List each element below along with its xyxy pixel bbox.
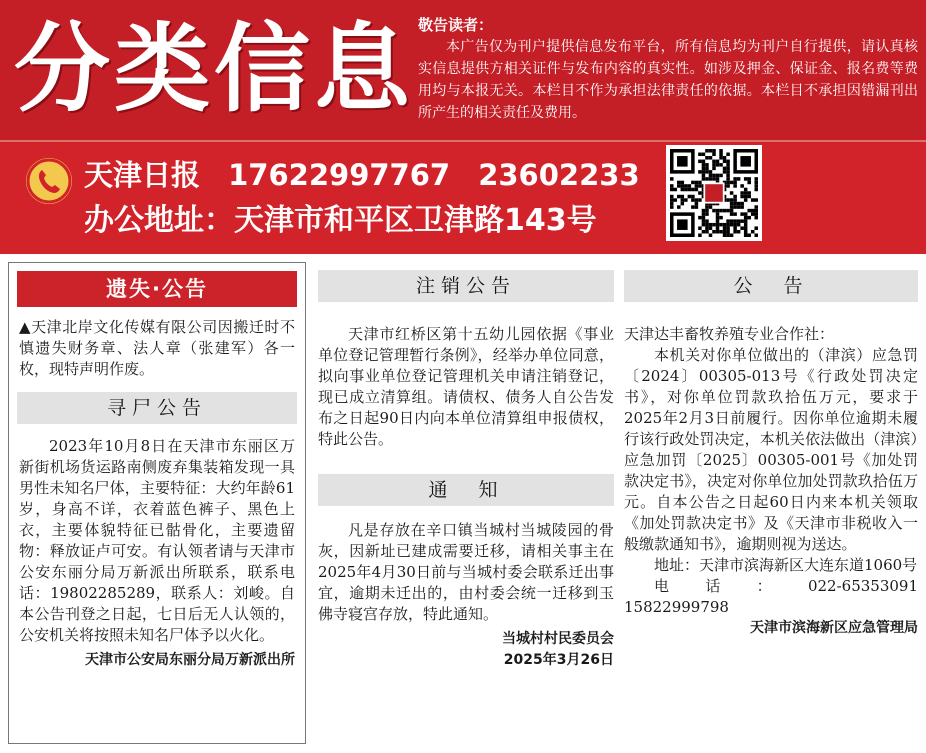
- penalty-notice-signer: 天津市滨海新区应急管理局: [750, 620, 918, 636]
- relocation-notice-body: 凡是存放在辛口镇当城村当城陵园的骨灰，因新址已建成需要迁移，请相关事主在2025年4月30日前与当城村委会联系迁出事宜，逾期未迁出的，由村委会统一迁移到玉佛寺寝宫存放，特此通知。: [318, 521, 614, 623]
- deregistration-body: 天津市红桥区第十五幼儿园依据《事业单位登记管理暂行条例》，经举办单位同意，拟向事业单位登记管理机关申请注销登记，现已成立清算组。请债权、债务人自公告发布之日起90日内向本单位清算组申报债权，特此公告。: [318, 325, 614, 448]
- penalty-notice-header: 公 告: [624, 270, 918, 302]
- phone-number-2: 23602233: [478, 158, 640, 192]
- paper-name: 天津日报: [84, 158, 201, 192]
- contact-line: [84, 155, 658, 195]
- reader-notice-title: 敬告读者：: [418, 16, 494, 34]
- phone-number-1: 17622997767: [228, 158, 451, 192]
- classified-banner: [0, 0, 926, 254]
- relocation-notice-signer: 当城村村民委员会: [502, 631, 614, 647]
- column-left: [8, 262, 306, 744]
- banner-divider: [0, 140, 926, 142]
- lost-notice-header: 遗失·公告: [17, 271, 297, 307]
- relocation-notice-header: 通 知: [318, 474, 614, 506]
- body-search-body: 2023年10月8日在天津市东丽区万新街机场货运路南侧废弃集装箱发现一具男性未知名尸体，主要特征：大约年龄61岁，身高不详，衣着蓝色裤子、黑色上衣，主要体貌特征已骷骨化，主要遗留物：释放证卢可安。有认领者请与天津市公安东丽分局万新派出所联系，联系电话：19802285289，联系人：刘峻。自本公告刊登之日起，七日后无人认领的，公安机关将按照未知名尸体予以火化。: [19, 437, 295, 644]
- lost-notice-body: ▲天津北岸文化传媒有限公司因搬迁时不慎遗失财务章、法人章（张建军）各一枚，现特声明作废。: [19, 318, 295, 378]
- reader-notice: [418, 14, 918, 124]
- body-search-signature: 天津市公安局东丽分局万新派出所: [85, 652, 295, 668]
- penalty-notice-address: 地址：天津市滨海新区大连东道1060号: [654, 556, 918, 574]
- reader-notice-body: 本广告仅为刊户提供信息发布平台，所有信息均为刊户自行提供，请认真核实信息提供方相关证件与发布内容的真实性。如涉及押金、保证金、报名费等费用均与本报无关。本栏目不作为承担法律责任的依据。本栏目不承担因错漏刊出所产生的相关责任及费用。: [418, 39, 918, 121]
- deregistration-header: 注销公告: [318, 270, 614, 302]
- penalty-notice-addressee: 天津达丰畜牧养殖专业合作社：: [624, 325, 835, 343]
- column-middle: [318, 262, 614, 671]
- office-address: 办公地址：天津市和平区卫津路143号: [84, 203, 597, 238]
- qr-code-icon: [666, 145, 762, 241]
- relocation-notice-date: 2025年3月26日: [503, 652, 614, 668]
- column-right: [624, 262, 918, 639]
- phone-icon: [26, 158, 72, 204]
- penalty-notice-body: 本机关对你单位做出的（津滨）应急罚〔2024〕00305-013号《行政处罚决定书》，对你单位罚款玖拾伍万元，要求于2025年2月3日前履行。因你单位逾期未履行该行政处罚决定，本机关依法做出（津滨）应急加罚〔2025〕00305-001号《加处罚款决定书》，决定对你单位加处罚款玖拾伍万元。自本公告之日起60日内来本机关领取《加处罚款决定书》及《天津市非税收入一般缴款通知书》，逾期则视为送达。: [624, 346, 918, 553]
- section-title: 分类信息: [14, 13, 414, 125]
- penalty-notice-phone: 电话：022-65353091 15822999798: [624, 577, 918, 616]
- body-search-header: 寻尸公告: [17, 392, 297, 424]
